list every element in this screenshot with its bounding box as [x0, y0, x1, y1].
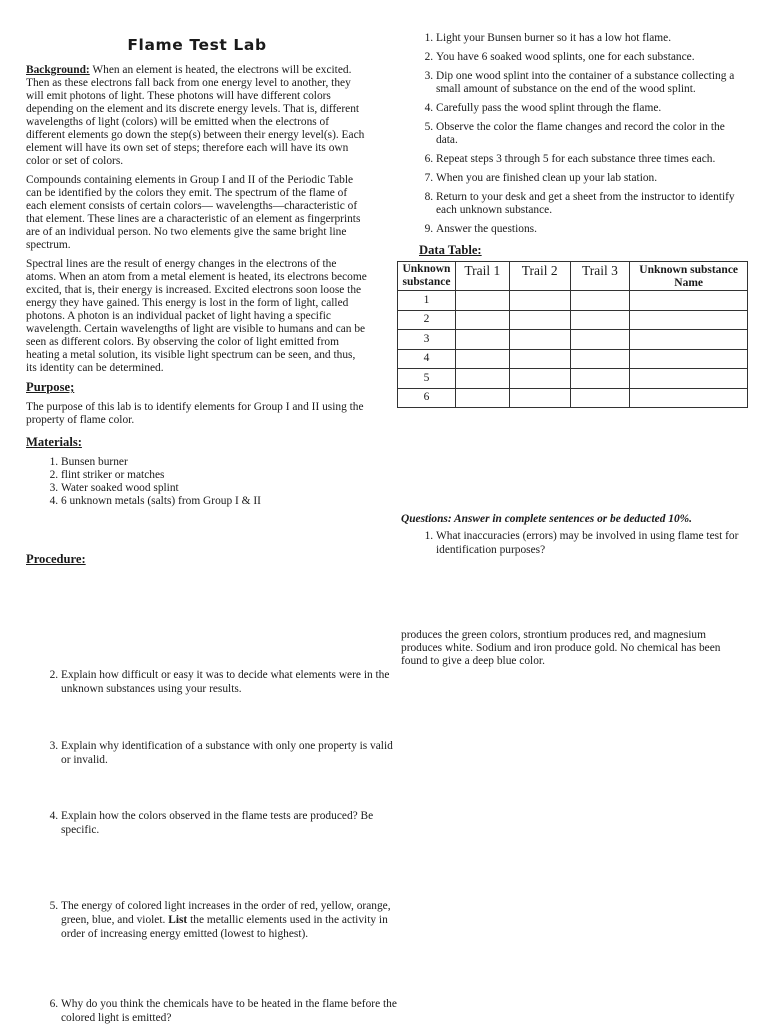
table-header-row [398, 262, 748, 291]
row-number: 2 [398, 310, 456, 330]
questions-section [397, 513, 742, 557]
table-cell[interactable] [630, 330, 748, 350]
table-cell[interactable] [630, 291, 748, 311]
materials-list [26, 456, 368, 508]
table-cell[interactable] [509, 310, 570, 330]
table-cell[interactable] [570, 330, 630, 350]
question-5-text-a: The energy of colored light increases in the order of red, yellow, orange, green, blue, and violet. [61, 900, 391, 926]
table-cell[interactable] [509, 291, 570, 311]
flame-color-note: produces the green colors, strontium produces red, and magnesium produces white. Sodium and iron produce gold. No chemical has been found to give a deep blue color. [401, 629, 721, 667]
table-cell[interactable] [630, 388, 748, 408]
table-cell[interactable] [455, 388, 509, 408]
table-cell[interactable] [455, 291, 509, 311]
materials-item: 2. flint striker or matches [61, 469, 368, 482]
question-list-5 [26, 899, 403, 941]
question-list-3 [26, 739, 403, 767]
table-cell[interactable] [455, 369, 509, 389]
materials-item: 1. Bunsen burner [61, 456, 368, 469]
table-row [398, 369, 748, 389]
purpose-heading: Purpose; [26, 380, 75, 394]
question-5-text-b: the metallic elements used in the activity in order of increasing energy emitted (lowest to highest). [61, 914, 388, 940]
procedure-step: 1. Light your Bunsen burner so it has a low hot flame. [436, 32, 747, 45]
procedure-step: 5. Observe the color the flame changes and record the color in the data. [436, 121, 747, 147]
table-cell[interactable] [570, 310, 630, 330]
procedure-step: 6. Repeat steps 3 through 5 for each substance three times each. [436, 153, 747, 166]
background-paragraph-3: Spectral lines are the result of energy changes in the electrons of the atoms. When an atom from a metal element is heated, its electrons become excited, that is, their energy is increased. Excited electrons soon loose the energy they have gained. This energy is lost in the form of light, called photons. A photon is an individual packet of light having a specific wavelength. Certain wavelengths of light are visible to humans and can be seen as different colors. By observing the color of light emitted from heating a metal solution, its visible light spectrum can be seen, and thus, its identity can be determined. [26, 258, 367, 374]
background-paragraph-1 [26, 64, 368, 168]
table-cell[interactable] [570, 349, 630, 369]
question-item-3: 3. Explain why identification of a substance with only one property is valid or invalid. [61, 739, 403, 767]
procedure-step: 4. Carefully pass the wood splint through the flame. [436, 102, 747, 115]
row-number: 3 [398, 330, 456, 350]
materials-item: 4. 6 unknown metals (salts) from Group I & II [61, 495, 368, 508]
row-number: 4 [398, 349, 456, 369]
question-list-2 [26, 668, 403, 696]
question-5-bold-word: List [168, 914, 188, 926]
table-cell[interactable] [455, 310, 509, 330]
table-row [398, 388, 748, 408]
table-header-cell: Trail 1 [455, 262, 509, 291]
question-item-2: 2. Explain how difficult or easy it was to decide what elements were in the unknown substances using your results. [61, 668, 403, 696]
question-item-1: 1. What inaccuracies (errors) may be involved in using flame test for identification purposes? [436, 529, 742, 557]
background-label: Background: [26, 64, 90, 76]
question-list-4 [26, 809, 403, 837]
purpose-text: The purpose of this lab is to identify elements for Group I and II using the property of flame color. [26, 401, 364, 426]
table-cell[interactable] [455, 349, 509, 369]
background-text-1: When an element is heated, the electrons will be excited. Then as these electrons fall back from one energy level to another, they will emit photons of light. These photons will have different colors depending on the element and its discrete energy levels. That is, different wavelengths of light (colors) will be emitted when the electrons of different elements go down the step(s) between their energy level(s). Each element will have its own set of steps; therefore each will have its own color or set of colors. [26, 64, 365, 167]
table-cell[interactable] [570, 369, 630, 389]
table-cell[interactable] [455, 330, 509, 350]
table-cell[interactable] [630, 310, 748, 330]
table-cell[interactable] [509, 369, 570, 389]
table-cell[interactable] [570, 388, 630, 408]
procedure-step: 9. Answer the questions. [436, 223, 747, 236]
table-row [398, 330, 748, 350]
question-list-6 [26, 997, 403, 1025]
table-header-cell: Unknown substance [398, 262, 456, 291]
question-item-5 [61, 899, 403, 941]
right-column [397, 32, 747, 408]
table-header-cell: Trail 3 [570, 262, 630, 291]
data-table [397, 261, 748, 408]
questions-heading: Questions: Answer in complete sentences or be deducted 10%. [401, 513, 692, 525]
table-cell[interactable] [509, 330, 570, 350]
table-header-cell: Trail 2 [509, 262, 570, 291]
row-number: 5 [398, 369, 456, 389]
background-paragraph-2: Compounds containing elements in Group I and II of the Periodic Table can be identified by the colors they emit. The spectrum of the flame of each element consists of certain colors— wavelengths—characteristic of that element. These lines are a characteristic of an element as fingerprints are of an individual person. No two elements give the same bright line spectrum. [26, 174, 361, 251]
data-table-heading: Data Table: [419, 243, 482, 257]
procedure-step: 8. Return to your desk and get a sheet from the instructor to identify each unknown substance. [436, 191, 747, 217]
procedure-step: 3. Dip one wood splint into the container of a substance collecting a small amount of substance on the end of the wood splint. [436, 70, 747, 96]
table-row [398, 291, 748, 311]
table-cell[interactable] [630, 349, 748, 369]
procedure-steps [397, 32, 747, 236]
procedure-step: 2. You have 6 soaked wood splints, one for each substance. [436, 51, 747, 64]
table-cell[interactable] [630, 369, 748, 389]
table-header-cell: Unknown substance Name [630, 262, 748, 291]
question-item-6: 6. Why do you think the chemicals have to be heated in the flame before the colored light is emitted? [61, 997, 403, 1025]
table-cell[interactable] [509, 349, 570, 369]
question-item-4: 4. Explain how the colors observed in the flame tests are produced? Be specific. [61, 809, 403, 837]
left-column [26, 32, 368, 508]
row-number: 6 [398, 388, 456, 408]
materials-heading: Materials: [26, 435, 82, 449]
question-list-1 [397, 529, 742, 557]
page-title: Flame Test Lab [127, 36, 267, 54]
table-cell[interactable] [570, 291, 630, 311]
procedure-heading: Procedure: [26, 552, 86, 566]
row-number: 1 [398, 291, 456, 311]
table-row [398, 310, 748, 330]
table-cell[interactable] [509, 388, 570, 408]
table-row [398, 349, 748, 369]
procedure-step: 7. When you are finished clean up your lab station. [436, 172, 747, 185]
materials-item: 3. Water soaked wood splint [61, 482, 368, 495]
